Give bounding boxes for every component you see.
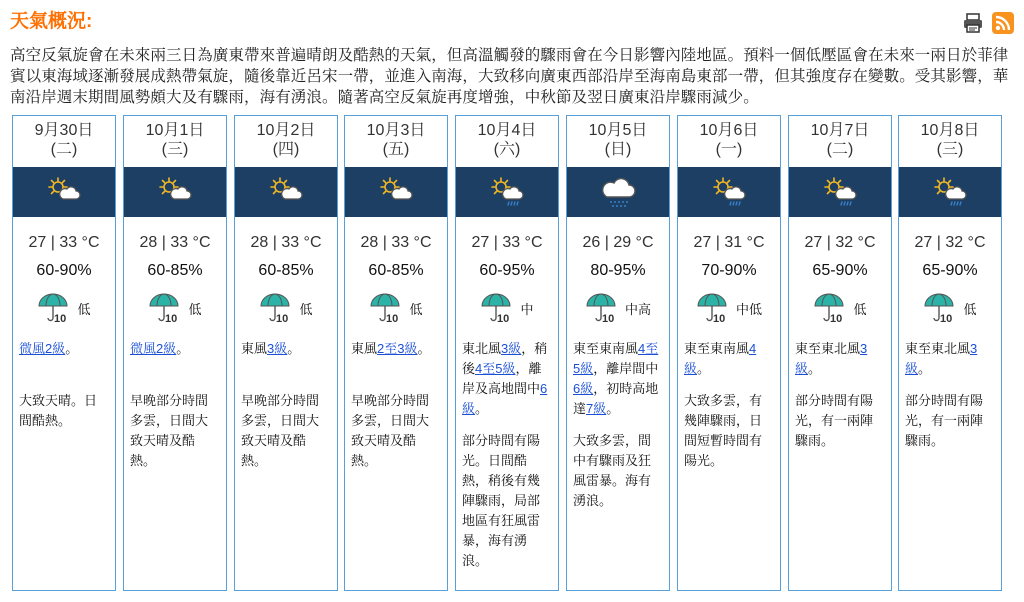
wind-text: 東至東南風 — [573, 341, 639, 356]
psr-umbrella-icon — [813, 292, 849, 324]
weather-description: 部分時間有陽光。日間酷熱，稍後有幾陣驟雨，局部地區有狂風雷暴，海有湧浪。 — [462, 433, 541, 568]
date-text: 10月8日 — [920, 122, 980, 139]
weather-icon-bar — [899, 167, 1001, 217]
psr-level: 中低 — [735, 301, 762, 317]
sunny-periods-icon — [376, 174, 416, 210]
wind-text: 東至東北風 — [795, 341, 861, 356]
weather-description: 部分時間有陽光，有一兩陣驟雨。 — [795, 393, 874, 448]
weather-description: 大致天晴。日間酷熱。 — [19, 393, 98, 428]
date-text: 10月4日 — [477, 122, 537, 139]
forecast-date — [789, 116, 891, 167]
date-text: 10月1日 — [145, 122, 205, 139]
wind-text: 。 — [475, 401, 489, 416]
temperature-range: 26 | 29 °C — [582, 234, 654, 251]
weekday-text: (五) — [382, 141, 410, 158]
humidity-range: 70-90% — [701, 262, 757, 279]
psr-row — [235, 291, 337, 325]
wind-text: ，離岸間中 — [593, 361, 659, 376]
sunny-periods-icon — [44, 174, 84, 210]
weather-icon-bar — [13, 167, 115, 217]
psr-row — [567, 291, 669, 325]
weather-description: 早晚部分時間多雲，日間大致天晴及酷熱。 — [241, 393, 320, 468]
psr-number: 10 — [497, 313, 510, 324]
wind-forecast — [899, 339, 1001, 379]
psr-level: 低 — [963, 301, 977, 317]
rss-icon[interactable] — [992, 12, 1014, 34]
date-text: 10月2日 — [256, 122, 316, 139]
psr-umbrella-icon — [369, 292, 405, 324]
printer-icon[interactable] — [962, 12, 984, 34]
psr-row — [789, 291, 891, 325]
wind-text: 。 — [606, 401, 620, 416]
psr-level: 低 — [853, 301, 867, 317]
sunny-showers-icon — [930, 174, 970, 210]
psr-level: 中高 — [624, 301, 651, 317]
humidity-range: 60-85% — [258, 262, 314, 279]
temperature-range: 27 | 33 °C — [28, 234, 100, 251]
page-title: 天氣概況: — [10, 11, 93, 32]
date-text: 10月6日 — [699, 122, 759, 139]
showers-icon — [598, 174, 638, 210]
psr-level: 低 — [188, 301, 202, 317]
wind-text: 。 — [287, 341, 301, 356]
weather-description: 部分時間有陽光，有一兩陣驟雨。 — [905, 393, 984, 448]
weekday-text: (二) — [826, 141, 854, 158]
psr-number: 10 — [54, 313, 67, 324]
psr-number: 10 — [601, 313, 615, 324]
weather-icon-bar — [235, 167, 337, 217]
forecast-date — [235, 116, 337, 167]
sunny-periods-icon — [266, 174, 306, 210]
humidity-range: 65-90% — [922, 262, 978, 279]
weather-icon-bar — [345, 167, 447, 217]
header — [10, 10, 1014, 40]
weather-icon-bar — [124, 167, 226, 217]
psr-number: 10 — [712, 313, 726, 324]
psr-number: 10 — [940, 313, 953, 324]
forecast-day — [455, 115, 559, 591]
wind-text: 東至東北風 — [905, 341, 971, 356]
date-text: 9月30日 — [34, 122, 94, 139]
wind-forecast — [13, 339, 115, 379]
psr-number: 10 — [830, 313, 843, 324]
weekday-text: (三) — [161, 141, 189, 158]
date-text: 10月3日 — [366, 122, 426, 139]
temperature-range: 27 | 33 °C — [471, 234, 543, 251]
wind-force-link[interactable]: 3級 — [795, 341, 868, 376]
toolbar — [962, 12, 1014, 34]
forecast-summary: 高空反氣旋會在未來兩三日為廣東帶來普遍晴朗及酷熱的天氣，但高溫觸發的驟雨會在今日影響內陸地區。預料一個低壓區會在未來一兩日於菲律賓以東海域逐漸發展成熱帶氣旋，隨後靠近呂宋一帶，並進入南海，大致移向廣東西部沿岸至海南島東部一帶，但其強度存在變數。受其影響，華南沿岸週末期間風勢頗大及有驟雨，海有湧浪。隨著高空反氣旋再度增強，中秋節及翌日廣東沿岸驟雨減少。 — [10, 47, 1009, 106]
forecast-date — [456, 116, 558, 167]
psr-level: 低 — [299, 301, 313, 317]
wind-force-link[interactable]: 2至3級 — [377, 341, 418, 356]
forecast-date — [124, 116, 226, 167]
psr-umbrella-icon — [37, 292, 73, 324]
forecast-date — [567, 116, 669, 167]
wind-text: ，稍後 — [462, 341, 548, 376]
wind-force-link[interactable]: 6級 — [573, 381, 594, 396]
wind-forecast — [678, 339, 780, 379]
wind-text: 東風 — [351, 341, 378, 356]
humidity-range: 60-90% — [36, 262, 92, 279]
weekday-text: (四) — [272, 141, 300, 158]
wind-text: 。 — [176, 341, 190, 356]
sunny-periods-icon — [155, 174, 195, 210]
weather-description: 早晚部分時間多雲，日間大致天晴及酷熱。 — [351, 393, 430, 468]
psr-level: 中 — [520, 301, 534, 317]
wind-forecast — [789, 339, 891, 379]
psr-umbrella-icon — [148, 292, 184, 324]
psr-umbrella-icon — [585, 292, 621, 324]
weather-description: 早晚部分時間多雲，日間大致天晴及酷熱。 — [130, 393, 209, 468]
wind-text: ，初時高地達 — [573, 381, 659, 416]
forecast-day — [123, 115, 227, 591]
sunny-showers-icon — [820, 174, 860, 210]
weather-description: 大致多雲，有幾陣驟雨，日間短暫時間有陽光。 — [684, 393, 763, 468]
wind-force-link[interactable]: 微風2級 — [19, 341, 66, 356]
wind-text: 東北風 — [462, 341, 502, 356]
humidity-range: 60-85% — [368, 262, 424, 279]
wind-forecast — [235, 339, 337, 379]
forecast-day — [344, 115, 448, 591]
psr-row — [678, 291, 780, 325]
forecast-date — [899, 116, 1001, 167]
sunny-showers-icon — [487, 174, 527, 210]
psr-umbrella-icon — [923, 292, 959, 324]
wind-forecast — [345, 339, 447, 379]
humidity-range: 80-95% — [590, 262, 646, 279]
psr-umbrella-icon — [480, 292, 516, 324]
forecast-day — [788, 115, 892, 591]
temperature-range: 27 | 32 °C — [804, 234, 876, 251]
psr-number: 10 — [276, 313, 289, 324]
wind-force-link[interactable]: 4至5級 — [475, 361, 516, 376]
wind-forecast — [456, 339, 558, 419]
psr-umbrella-icon — [259, 292, 295, 324]
psr-umbrella-icon — [696, 292, 732, 324]
weekday-text: (一) — [715, 141, 743, 158]
psr-row — [456, 291, 558, 325]
psr-number: 10 — [165, 313, 178, 324]
weather-description: 大致多雲，間中有驟雨及狂風雷暴。海有湧浪。 — [573, 433, 652, 508]
nine-day-forecast — [12, 115, 1017, 594]
wind-text: 。 — [697, 361, 711, 376]
wind-text: 東風 — [241, 341, 268, 356]
forecast-date — [678, 116, 780, 167]
forecast-day — [898, 115, 1002, 591]
weather-icon-bar — [789, 167, 891, 217]
weekday-text: (日) — [604, 141, 632, 158]
wind-text: ，離岸及高地間中 — [462, 361, 542, 396]
wind-forecast — [124, 339, 226, 379]
forecast-date — [13, 116, 115, 167]
wind-force-link[interactable]: 3級 — [905, 341, 978, 376]
weekday-text: (六) — [493, 141, 521, 158]
wind-force-link[interactable]: 4級 — [684, 341, 757, 376]
humidity-range: 65-90% — [812, 262, 868, 279]
psr-level: 低 — [409, 301, 423, 317]
forecast-day — [12, 115, 116, 591]
forecast-date — [345, 116, 447, 167]
wind-force-link[interactable]: 3級 — [501, 341, 522, 356]
temperature-range: 28 | 33 °C — [139, 234, 211, 251]
weekday-text: (二) — [50, 141, 78, 158]
temperature-range: 28 | 33 °C — [250, 234, 322, 251]
humidity-range: 60-85% — [147, 262, 203, 279]
temperature-range: 28 | 33 °C — [360, 234, 432, 251]
wind-force-link[interactable]: 4至5級 — [573, 341, 659, 376]
wind-text: 。 — [918, 361, 932, 376]
forecast-day — [234, 115, 338, 591]
wind-force-link[interactable]: 3級 — [267, 341, 288, 356]
forecast-day — [677, 115, 781, 591]
wind-text: 。 — [417, 341, 431, 356]
date-text: 10月5日 — [588, 122, 648, 139]
wind-force-link[interactable]: 7級 — [586, 401, 607, 416]
psr-row — [13, 291, 115, 325]
psr-row — [345, 291, 447, 325]
weather-icon-bar — [456, 167, 558, 217]
sunny-showers-icon — [709, 174, 749, 210]
wind-forecast — [567, 339, 669, 419]
wind-text: 東至東南風 — [684, 341, 750, 356]
temperature-range: 27 | 31 °C — [693, 234, 765, 251]
wind-force-link[interactable]: 微風2級 — [130, 341, 177, 356]
psr-row — [124, 291, 226, 325]
weather-icon-bar — [567, 167, 669, 217]
humidity-range: 60-95% — [479, 262, 535, 279]
psr-number: 10 — [386, 313, 399, 324]
date-text: 10月7日 — [810, 122, 870, 139]
psr-level: 低 — [77, 301, 91, 317]
wind-text: 。 — [65, 341, 79, 356]
forecast-day — [566, 115, 670, 591]
weather-icon-bar — [678, 167, 780, 217]
wind-force-link[interactable]: 6級 — [462, 381, 548, 416]
weekday-text: (三) — [936, 141, 964, 158]
temperature-range: 27 | 32 °C — [914, 234, 986, 251]
psr-row — [899, 291, 1001, 325]
wind-text: 。 — [808, 361, 822, 376]
